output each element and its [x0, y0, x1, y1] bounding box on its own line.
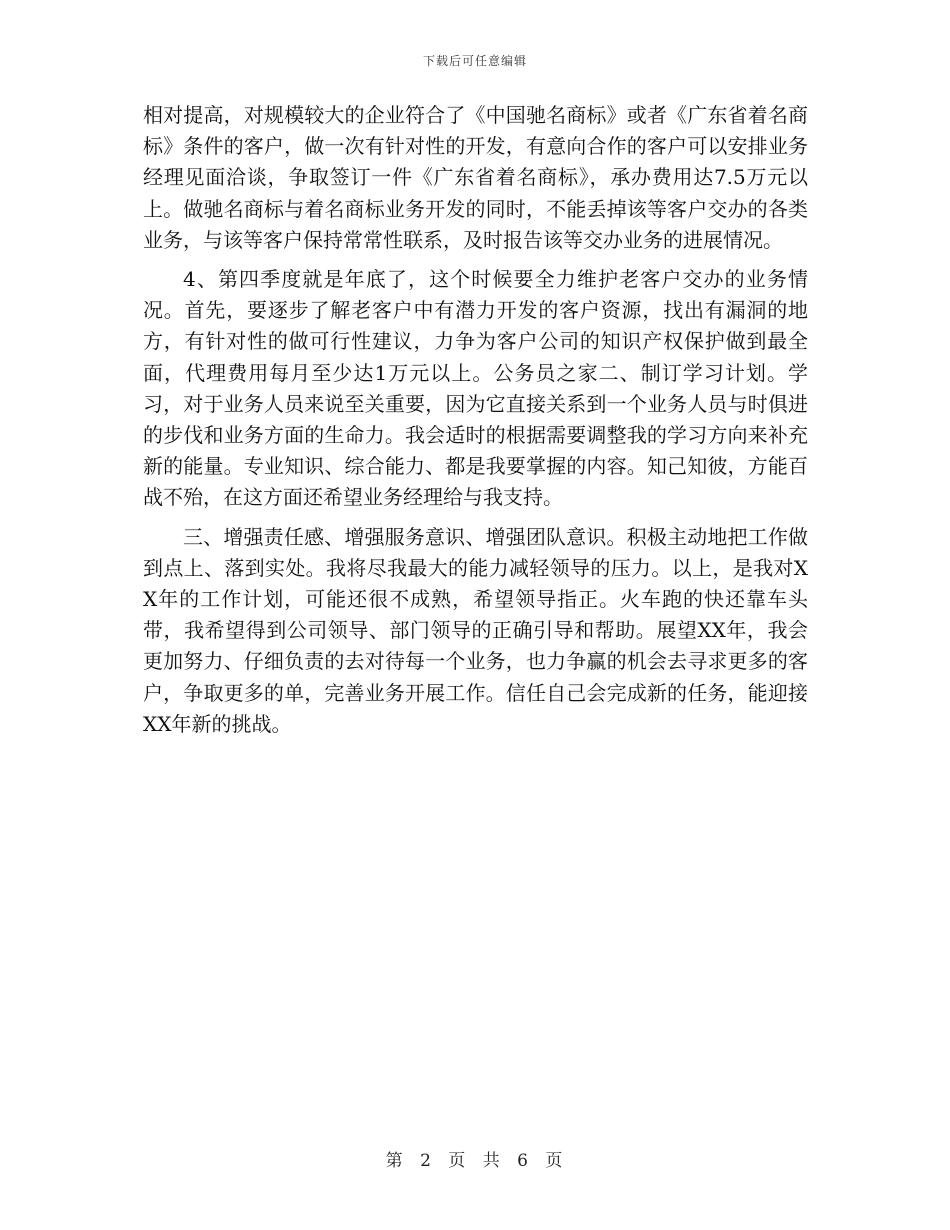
paragraph-1: 相对提高，对规模较大的企业符合了《中国驰名商标》或者《广东省着名商标》条件的客户，做一次有针对性的开发，有意向合作的客户可以安排业务经理见面洽谈，争取签订一件《广东省着名商标》，承办费用达7.5万元以上。做驰名商标与着名商标业务开发的同时，不能丢掉该等客户交办的各类业务，与该等客户保持常常性联系，及时报告该等交办业务的进展情况。 — [143, 103, 808, 252]
document-body — [143, 100, 808, 740]
page-header: 下载后可任意编辑 — [422, 54, 527, 68]
page-number-footer: 第 2 页 共 6 页 — [385, 1151, 565, 1171]
paragraph-3: 三、增强责任感、增强服务意识、增强团队意识。积极主动地把工作做到点上、落到实处。我将尽我最大的能力减轻领导的压力。以上，是我对XX年的工作计划，可能还很不成熟，希望领导指正。火车跑的快还靠车头带，我希望得到公司领导、部门领导的正确引导和帮助。展望XX年，我会更加努力、仔细负责的去对待每一个业务，也力争赢的机会去寻求更多的客户，争取更多的单，完善业务开展工作。信任自己会完成新的任务，能迎接XX年新的挑战。 — [143, 524, 808, 736]
paragraph-2: 4、第四季度就是年底了，这个时候要全力维护老客户交办的业务情况。首先，要逐步了解老客户中有潜力开发的客户资源，找出有漏洞的地方，有针对性的做可行性建议，力争为客户公司的知识产权保护做到最全面，代理费用每月至少达1万元以上。公务员之家二、制订学习计划。学习，对于业务人员来说至关重要，因为它直接关系到一个业务人员与时俱进的步伐和业务方面的生命力。我会适时的根据需要调整我的学习方向来补充新的能量。专业知识、综合能力、都是我要掌握的内容。知己知彼，方能百战不殆，在这方面还希望业务经理给与我支持。 — [143, 267, 808, 510]
